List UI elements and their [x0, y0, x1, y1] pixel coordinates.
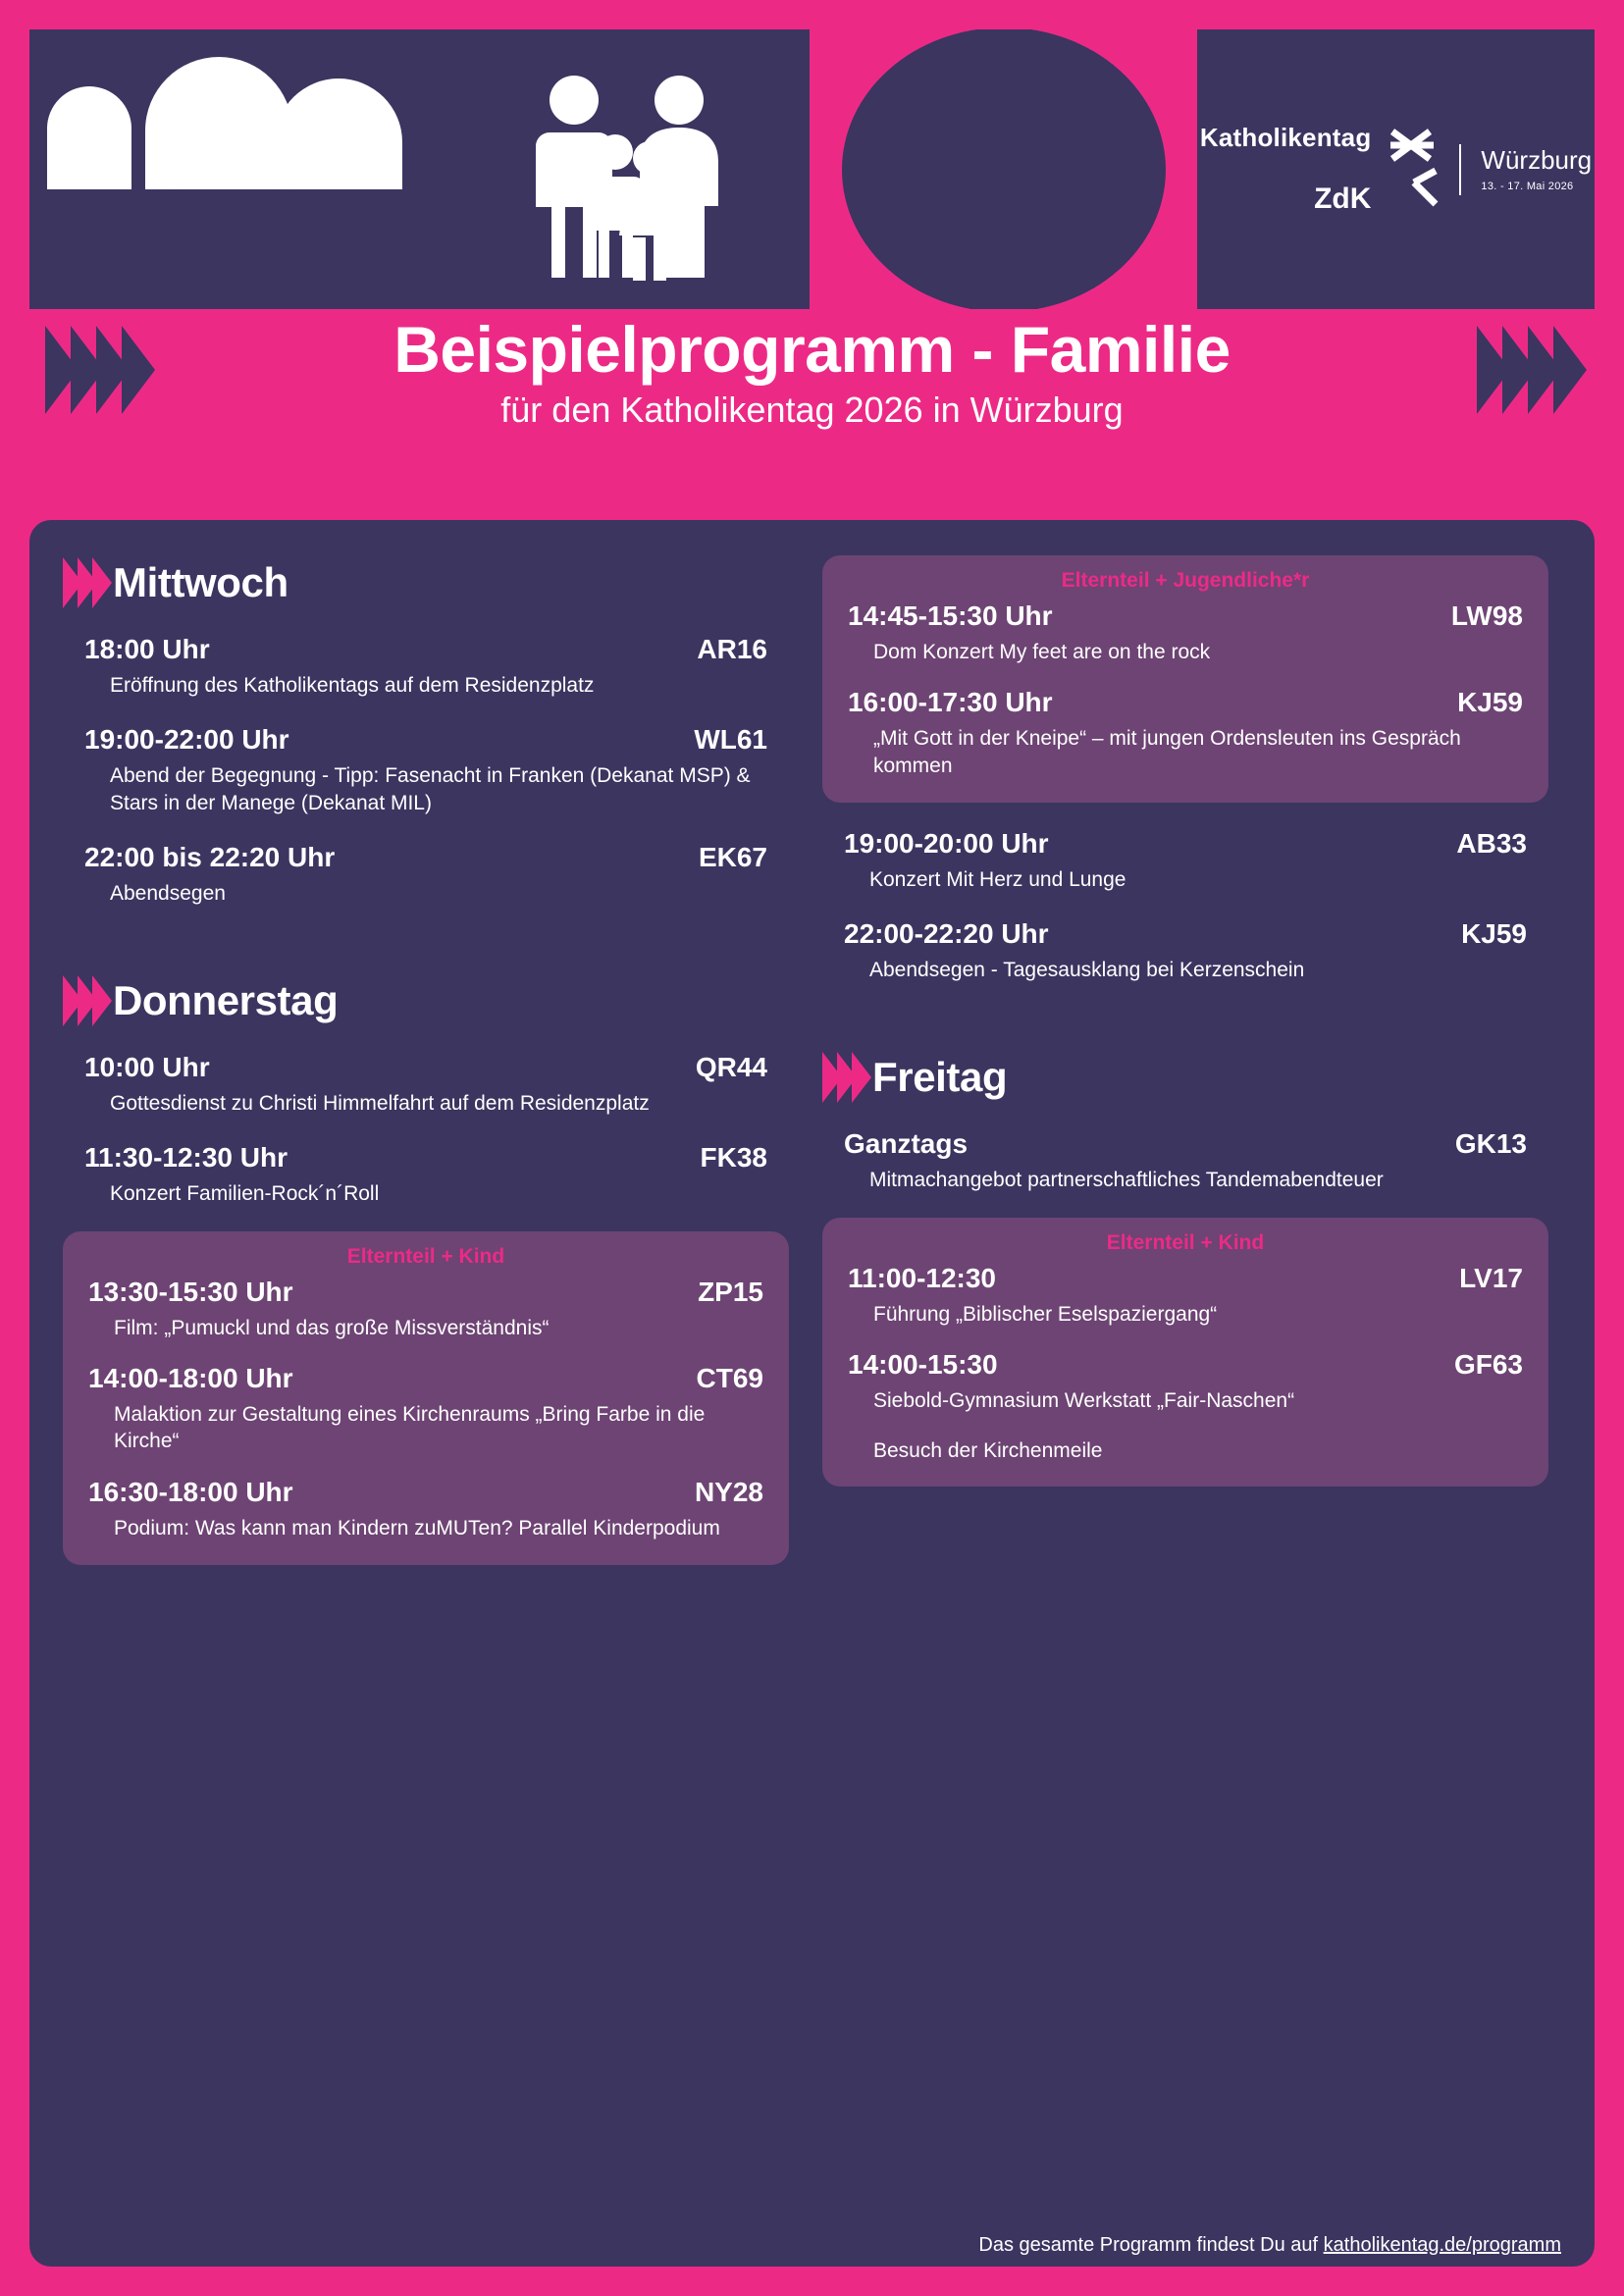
box-label: Elternteil + Jugendliche*r [1061, 569, 1310, 592]
event-time: 10:00 Uhr [84, 1052, 210, 1083]
event-description: Dom Konzert My feet are on the rock [873, 641, 1211, 663]
event-time: 19:00-20:00 Uhr [844, 827, 1049, 859]
title-bar [0, 312, 1624, 514]
event-description: Führung „Biblischer Eselspaziergang“ [873, 1302, 1218, 1326]
event-item[interactable] [844, 828, 1527, 893]
day-header-mittwoch [63, 557, 789, 608]
logo-dates-label: 13. - 17. Mai 2026 [1481, 180, 1574, 192]
header-banner [29, 29, 1595, 309]
chevron-icon-group [63, 975, 107, 1026]
event-list-donnerstag [63, 1052, 789, 1208]
logo-zdk-label: ZdK [1314, 183, 1372, 215]
event-description: Eröffnung des Katholikentags auf dem Residenzplatz [110, 674, 595, 697]
highlight-box-elternteil-kind [63, 1231, 789, 1565]
box-label: Elternteil + Kind [1106, 1230, 1265, 1254]
event-item[interactable] [848, 600, 1523, 665]
event-list-donnerstag-abend [822, 828, 1548, 984]
event-time: Ganztags [844, 1128, 969, 1160]
event-description: Abendsegen [110, 881, 226, 905]
event-item[interactable] [84, 1142, 767, 1207]
event-code: GF63 [1453, 1349, 1523, 1381]
event-code: WL61 [694, 724, 767, 756]
event-time: 14:00-15:30 [848, 1349, 998, 1381]
event-code: EK67 [698, 841, 767, 872]
event-item[interactable] [88, 1277, 763, 1341]
event-list-mittwoch [63, 634, 789, 907]
day-title: Mittwoch [113, 559, 288, 605]
event-description: Gottesdienst zu Christi Himmelfahrt auf dem Residenzplatz [110, 1092, 650, 1116]
column-right [822, 544, 1548, 2237]
event-code: AB33 [1456, 827, 1527, 859]
event-time: 11:00-12:30 [848, 1262, 997, 1293]
arches-icon [29, 29, 422, 309]
event-time: 18:00 Uhr [84, 634, 210, 664]
event-code: ZP15 [698, 1276, 763, 1307]
event-description: Siebold-Gymnasium Werkstatt „Fair-Naschen“ [873, 1389, 1295, 1413]
footer-note [978, 2234, 1561, 2257]
highlight-box-elternteil-jugendliche [822, 555, 1548, 803]
katholikentag-logo-icon [1385, 126, 1440, 214]
event-description: Film: „Pumuckl und das große Missverständnis“ [114, 1316, 550, 1339]
katholikentag-logo [1197, 29, 1595, 309]
event-description: Abendsegen - Tagesausklang bei Kerzenschein [869, 959, 1305, 982]
day-title: Donnerstag [113, 977, 339, 1024]
event-description: Mitmachangebot partnerschaftliches Tandemabendteuer [869, 1169, 1384, 1192]
page-subtitle: für den Katholikentag 2026 in Würzburg [500, 390, 1124, 431]
event-time: 13:30-15:30 Uhr [88, 1276, 293, 1307]
box-note: Besuch der Kirchenmeile [873, 1439, 1103, 1463]
event-item[interactable] [84, 1052, 767, 1117]
event-time: 14:00-18:00 Uhr [88, 1363, 293, 1394]
day-title: Freitag [872, 1054, 1008, 1101]
event-item[interactable] [88, 1477, 763, 1541]
event-item[interactable] [848, 1263, 1523, 1328]
logo-city-label: Würzburg [1481, 145, 1593, 176]
event-description: Konzert Familien-Rock´n´Roll [110, 1182, 380, 1206]
family-icon [422, 29, 810, 309]
program-panel [29, 520, 1595, 2267]
event-time: 22:00 bis 22:20 Uhr [84, 841, 336, 872]
day-header-donnerstag [63, 975, 789, 1026]
event-code: QR44 [695, 1052, 767, 1083]
logo-katholikentag-label: Katholikentag [1199, 122, 1372, 152]
event-item[interactable] [844, 918, 1527, 983]
chevron-icon-group [63, 557, 107, 608]
event-code: GK13 [1454, 1128, 1527, 1160]
event-description: Konzert Mit Herz und Lunge [869, 867, 1126, 891]
footer-text: Das gesamte Programm findest Du auf [978, 2234, 1324, 2256]
event-list-freitag [822, 1128, 1548, 1193]
chevron-icon-group [822, 1052, 866, 1103]
event-time: 16:30-18:00 Uhr [88, 1476, 293, 1507]
lens-shape-icon [810, 29, 1197, 309]
event-code: CT69 [696, 1363, 763, 1394]
event-item[interactable] [848, 1349, 1523, 1414]
event-code: LW98 [1450, 600, 1523, 631]
column-left [63, 544, 789, 2237]
event-description: Podium: Was kann man Kindern zuMUTen? Parallel Kinderpodium [114, 1516, 720, 1539]
highlight-box-freitag-elternteil-kind [822, 1218, 1548, 1487]
event-time: 16:00-17:30 Uhr [848, 687, 1053, 718]
event-code: KJ59 [1461, 918, 1527, 950]
logo-divider [1459, 144, 1461, 195]
event-time: 14:45-15:30 Uhr [848, 600, 1053, 631]
day-header-freitag [822, 1052, 1548, 1103]
event-item[interactable] [848, 687, 1523, 779]
box-label: Elternteil + Kind [346, 1244, 505, 1268]
event-time: 11:30-12:30 Uhr [84, 1142, 288, 1174]
event-code: AR16 [697, 634, 767, 664]
event-code: FK38 [700, 1142, 767, 1174]
event-item[interactable] [88, 1363, 763, 1455]
event-code: KJ59 [1457, 687, 1523, 718]
footer-link[interactable]: katholikentag.de/programm [1323, 2234, 1561, 2256]
event-description: Malaktion zur Gestaltung eines Kirchenraums „Bring Farbe in die Kirche“ [114, 1403, 706, 1453]
event-description: Abend der Begegnung - Tipp: Fasenacht in Franken (Dekanat MSP) & Stars in der Manege (Dekanat MIL) [110, 764, 751, 814]
event-item[interactable] [844, 1128, 1527, 1193]
event-item[interactable] [84, 842, 767, 907]
page-title: Beispielprogramm - Familie [393, 313, 1231, 386]
event-code: NY28 [694, 1476, 763, 1507]
event-time: 19:00-22:00 Uhr [84, 724, 289, 756]
event-code: LV17 [1459, 1262, 1523, 1293]
event-item[interactable] [84, 724, 767, 816]
event-description: „Mit Gott in der Kneipe“ – mit jungen Ordensleuten ins Gespräch kommen [873, 727, 1461, 777]
event-time: 22:00-22:20 Uhr [844, 918, 1049, 950]
event-item[interactable] [84, 634, 767, 699]
